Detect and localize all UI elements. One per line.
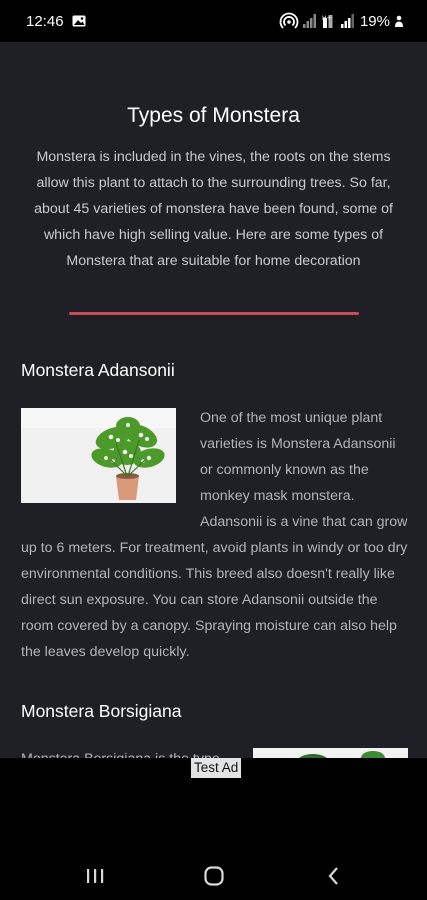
back-icon[interactable]	[322, 864, 346, 888]
status-right	[280, 13, 403, 30]
status-time: 12:46	[26, 12, 64, 30]
section-title-borsigiana: Monstera Borsigiana	[21, 701, 182, 721]
hotspot-icon	[280, 13, 298, 29]
section-text-adansonii: One of the most unique plant varieties is Monstera Adansonii or commonly known as the monkey mask monstera. Adansonii is a vine that can grow up to 6 meters. For treatment, avoid plants in windy or too dry environmental conditions. This breed also doesn't really like direct sun exposure. You can store Adansonii outside the room covered by a canopy. Spraying moisture can also help the leaves develop quickly.	[21, 410, 408, 660]
wifi-icon	[322, 14, 336, 28]
article-content[interactable]	[0, 42, 427, 758]
gallery-icon	[72, 15, 86, 27]
navigation-bar	[0, 850, 427, 900]
signal-icon	[341, 14, 355, 28]
test-ad-label: Test Ad	[191, 758, 241, 778]
signal-icon	[303, 14, 317, 28]
ad-banner[interactable]	[0, 758, 427, 850]
page-title: Types of Monstera	[127, 104, 300, 127]
battery-icon	[395, 15, 403, 27]
home-icon[interactable]	[202, 864, 226, 888]
svg-text:H+: H+	[321, 15, 332, 22]
section-title-adansonii: Monstera Adansonii	[21, 360, 175, 380]
recents-icon[interactable]	[83, 864, 107, 888]
section-divider	[69, 312, 359, 315]
battery-percent: 19%	[359, 12, 390, 30]
status-bar	[0, 0, 427, 42]
section-body-adansonii	[21, 405, 411, 665]
status-left	[26, 13, 86, 30]
intro-paragraph: Monstera is included in the vines, the roots on the stems allow this plant to attach to the surrounding trees. So far, about 45 varieties of monstera have been found, some of which have high selling value. Here are some types of Monstera that are suitable for home decoration	[34, 149, 393, 269]
monstera-adansonii-image	[21, 408, 176, 503]
